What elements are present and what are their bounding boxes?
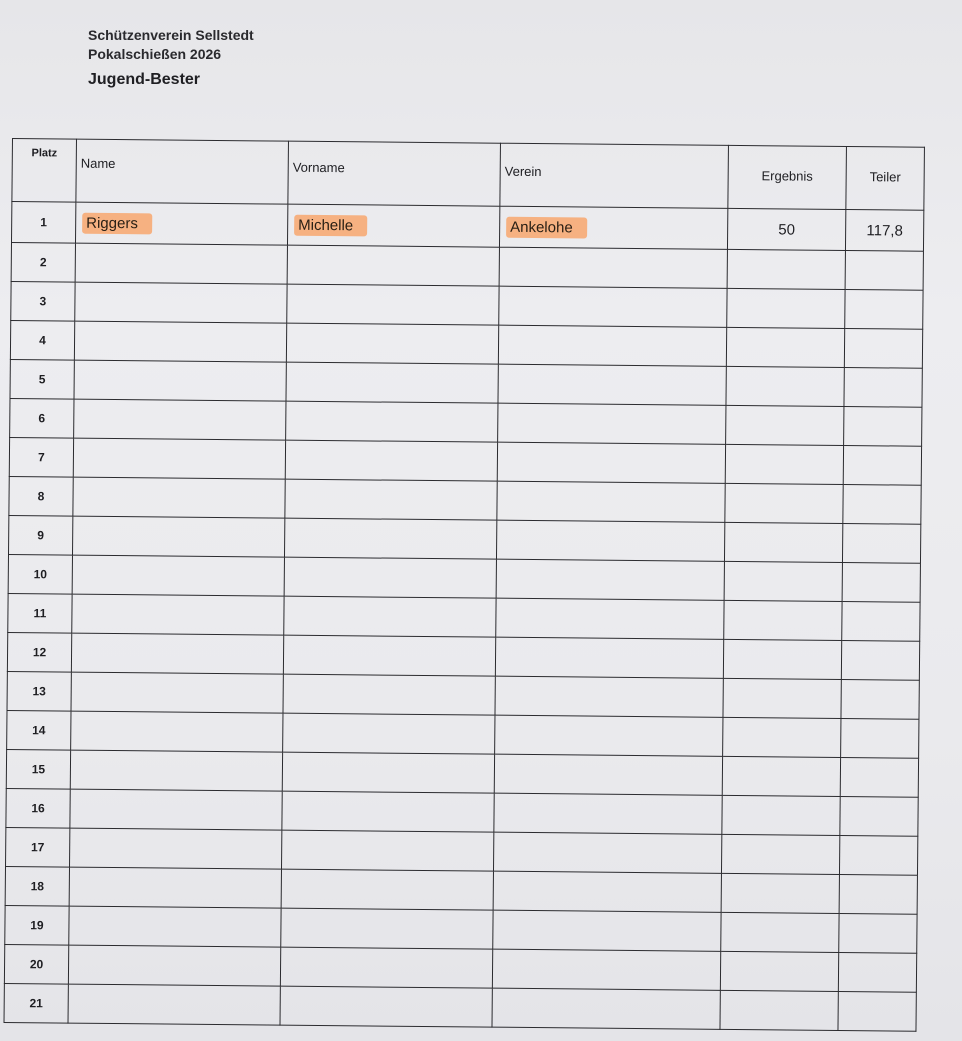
cell-vorname — [284, 518, 496, 559]
cell-platz-value: 7 — [38, 450, 45, 465]
cell-teiler-value: 117,8 — [866, 221, 903, 240]
column-header-ergebnis: Ergebnis — [728, 145, 847, 209]
cell-verein — [494, 793, 722, 834]
cell-vorname — [286, 323, 498, 364]
cell-verein — [499, 286, 727, 327]
cell-platz — [9, 515, 73, 555]
cell-platz-value: 9 — [37, 528, 45, 543]
column-header-verein: Verein — [500, 143, 729, 208]
cell-ergebnis — [720, 990, 838, 1030]
cell-platz-value: 1 — [40, 215, 48, 230]
cell-teiler — [840, 757, 918, 797]
cell-teiler — [839, 913, 917, 953]
cell-name — [72, 555, 284, 596]
cell-verein — [493, 910, 721, 951]
cell-teiler — [838, 991, 916, 1031]
cell-name — [69, 906, 281, 947]
cell-ergebnis — [726, 327, 844, 367]
cell-verein — [496, 559, 724, 600]
cell-teiler — [844, 406, 922, 446]
cell-name — [75, 202, 287, 245]
cell-ergebnis — [724, 600, 842, 640]
cell-platz — [7, 710, 71, 750]
cell-ergebnis — [721, 912, 839, 952]
cell-vorname — [284, 557, 496, 598]
cell-platz — [4, 983, 68, 1023]
cell-platz — [10, 359, 74, 399]
cell-teiler — [838, 952, 916, 992]
cell-teiler — [842, 601, 920, 641]
cell-teiler — [841, 718, 919, 758]
cell-teiler — [843, 484, 921, 524]
cell-teiler — [844, 329, 922, 369]
document-header — [88, 26, 254, 89]
cell-ergebnis — [727, 249, 845, 289]
category-title: Jugend-Bester — [88, 71, 201, 88]
cell-teiler — [839, 835, 917, 875]
cell-vorname — [285, 479, 497, 520]
cell-platz-value: 8 — [37, 489, 45, 504]
cell-vorname — [280, 947, 492, 988]
cell-ergebnis — [725, 444, 843, 484]
cell-name — [68, 945, 280, 986]
cell-verein — [498, 364, 726, 405]
cell-verein — [498, 403, 726, 444]
cell-verein — [495, 676, 723, 717]
cell-platz-value: 21 — [29, 996, 43, 1011]
cell-name-value: Riggers — [82, 212, 152, 234]
cell-ergebnis — [721, 873, 839, 913]
cell-verein — [496, 598, 724, 639]
event-title: Pokalschießen 2026 — [88, 46, 222, 62]
cell-name — [75, 282, 287, 323]
cell-name — [70, 828, 282, 869]
cell-name — [71, 672, 283, 713]
cell-ergebnis — [724, 522, 842, 562]
cell-platz — [10, 320, 74, 360]
cell-platz — [8, 554, 72, 594]
cell-vorname — [280, 986, 492, 1027]
cell-name — [70, 750, 282, 791]
cell-teiler — [845, 290, 923, 330]
cell-teiler — [842, 523, 920, 563]
column-header-teiler: Teiler — [846, 147, 925, 211]
cell-platz-value: 4 — [39, 333, 46, 348]
cell-platz — [11, 242, 75, 282]
cell-platz — [7, 632, 71, 672]
cell-verein-value: Ankelohe — [506, 216, 587, 238]
cell-ergebnis-value: 50 — [778, 220, 796, 239]
cell-vorname — [283, 713, 495, 754]
cell-platz-value: 18 — [30, 879, 45, 894]
cell-verein — [499, 247, 727, 288]
cell-platz — [6, 827, 70, 867]
cell-name — [72, 516, 284, 557]
cell-ergebnis — [725, 483, 843, 523]
cell-platz — [8, 593, 72, 633]
cell-teiler — [841, 679, 919, 719]
cell-platz-value: 2 — [39, 255, 47, 270]
cell-platz-value: 13 — [32, 684, 46, 699]
cell-teiler — [844, 368, 922, 408]
cell-platz — [4, 944, 68, 984]
cell-teiler — [845, 251, 923, 291]
cell-teiler — [842, 562, 920, 602]
cell-platz — [9, 476, 73, 516]
cell-name — [72, 594, 284, 635]
cell-vorname — [281, 830, 493, 871]
cell-platz — [5, 866, 69, 906]
cell-name — [69, 867, 281, 908]
cell-platz-value: 17 — [30, 840, 45, 855]
cell-verein — [495, 715, 723, 756]
cell-ergebnis — [721, 834, 839, 874]
column-header-vorname: Vorname — [288, 141, 501, 206]
cell-vorname — [283, 635, 495, 676]
cell-ergebnis — [720, 951, 838, 991]
cell-verein — [492, 949, 720, 990]
cell-name — [74, 321, 286, 362]
cell-ergebnis — [727, 208, 845, 250]
cell-platz-value: 11 — [33, 606, 47, 621]
cell-verein — [497, 481, 725, 522]
cell-vorname — [287, 284, 499, 325]
cell-verein — [499, 206, 727, 249]
cell-platz — [7, 671, 71, 711]
cell-vorname — [282, 791, 494, 832]
cell-teiler — [843, 445, 921, 485]
cell-ergebnis — [723, 678, 841, 718]
cell-verein — [493, 832, 721, 873]
cell-verein — [495, 637, 723, 678]
club-name: Schützenverein Sellstedt — [88, 27, 254, 43]
cell-vorname — [284, 596, 496, 637]
cell-verein — [494, 754, 722, 795]
cell-ergebnis — [726, 405, 844, 445]
cell-platz — [11, 202, 75, 244]
cell-vorname — [282, 752, 494, 793]
cell-vorname — [287, 245, 499, 286]
cell-name — [74, 399, 286, 440]
cell-teiler — [840, 796, 918, 836]
cell-name — [68, 984, 280, 1025]
cell-platz — [6, 788, 70, 828]
table-body — [4, 202, 924, 1032]
results-table — [4, 138, 925, 1032]
cell-ergebnis — [726, 366, 844, 406]
cell-platz-value: 20 — [29, 957, 44, 972]
cell-verein — [492, 988, 720, 1029]
cell-platz-value: 15 — [31, 762, 46, 777]
cell-verein — [498, 325, 726, 366]
cell-name — [73, 438, 285, 479]
cell-name — [71, 633, 283, 674]
cell-name — [75, 243, 287, 284]
cell-vorname — [281, 869, 493, 910]
cell-teiler — [845, 210, 923, 252]
cell-platz — [11, 281, 75, 321]
cell-platz-value: 3 — [39, 294, 47, 309]
cell-ergebnis — [723, 639, 841, 679]
table-row — [4, 983, 916, 1031]
cell-platz — [6, 749, 70, 789]
column-header-name: Name — [76, 139, 289, 204]
cell-platz — [10, 398, 74, 438]
column-header-platz: Platz — [12, 139, 77, 203]
cell-ergebnis — [722, 795, 840, 835]
cell-ergebnis — [727, 288, 845, 328]
cell-name — [74, 360, 286, 401]
cell-verein — [497, 442, 725, 483]
cell-platz — [9, 437, 73, 477]
cell-vorname — [281, 908, 493, 949]
cell-vorname — [286, 401, 498, 442]
cell-platz-value: 10 — [33, 567, 48, 582]
cell-teiler — [841, 640, 919, 680]
cell-platz-value: 16 — [31, 801, 45, 816]
cell-name — [73, 477, 285, 518]
cell-name — [70, 789, 282, 830]
cell-vorname — [283, 674, 495, 715]
table-header-row — [12, 139, 925, 211]
cell-platz-value: 5 — [38, 372, 46, 387]
cell-platz-value: 6 — [38, 411, 46, 426]
cell-verein — [496, 520, 724, 561]
cell-vorname — [285, 440, 497, 481]
cell-vorname — [286, 362, 498, 403]
cell-platz-value: 12 — [32, 645, 47, 660]
results-table-wrapper — [4, 138, 925, 1032]
cell-platz-value: 19 — [30, 918, 44, 933]
cell-teiler — [839, 874, 917, 914]
cell-platz — [5, 905, 69, 945]
cell-verein — [493, 871, 721, 912]
cell-ergebnis — [723, 717, 841, 757]
cell-platz-value: 14 — [32, 723, 46, 738]
cell-vorname — [287, 204, 499, 247]
cell-name — [71, 711, 283, 752]
cell-ergebnis — [722, 756, 840, 796]
cell-vorname-value: Michelle — [294, 214, 367, 236]
cell-ergebnis — [724, 561, 842, 601]
